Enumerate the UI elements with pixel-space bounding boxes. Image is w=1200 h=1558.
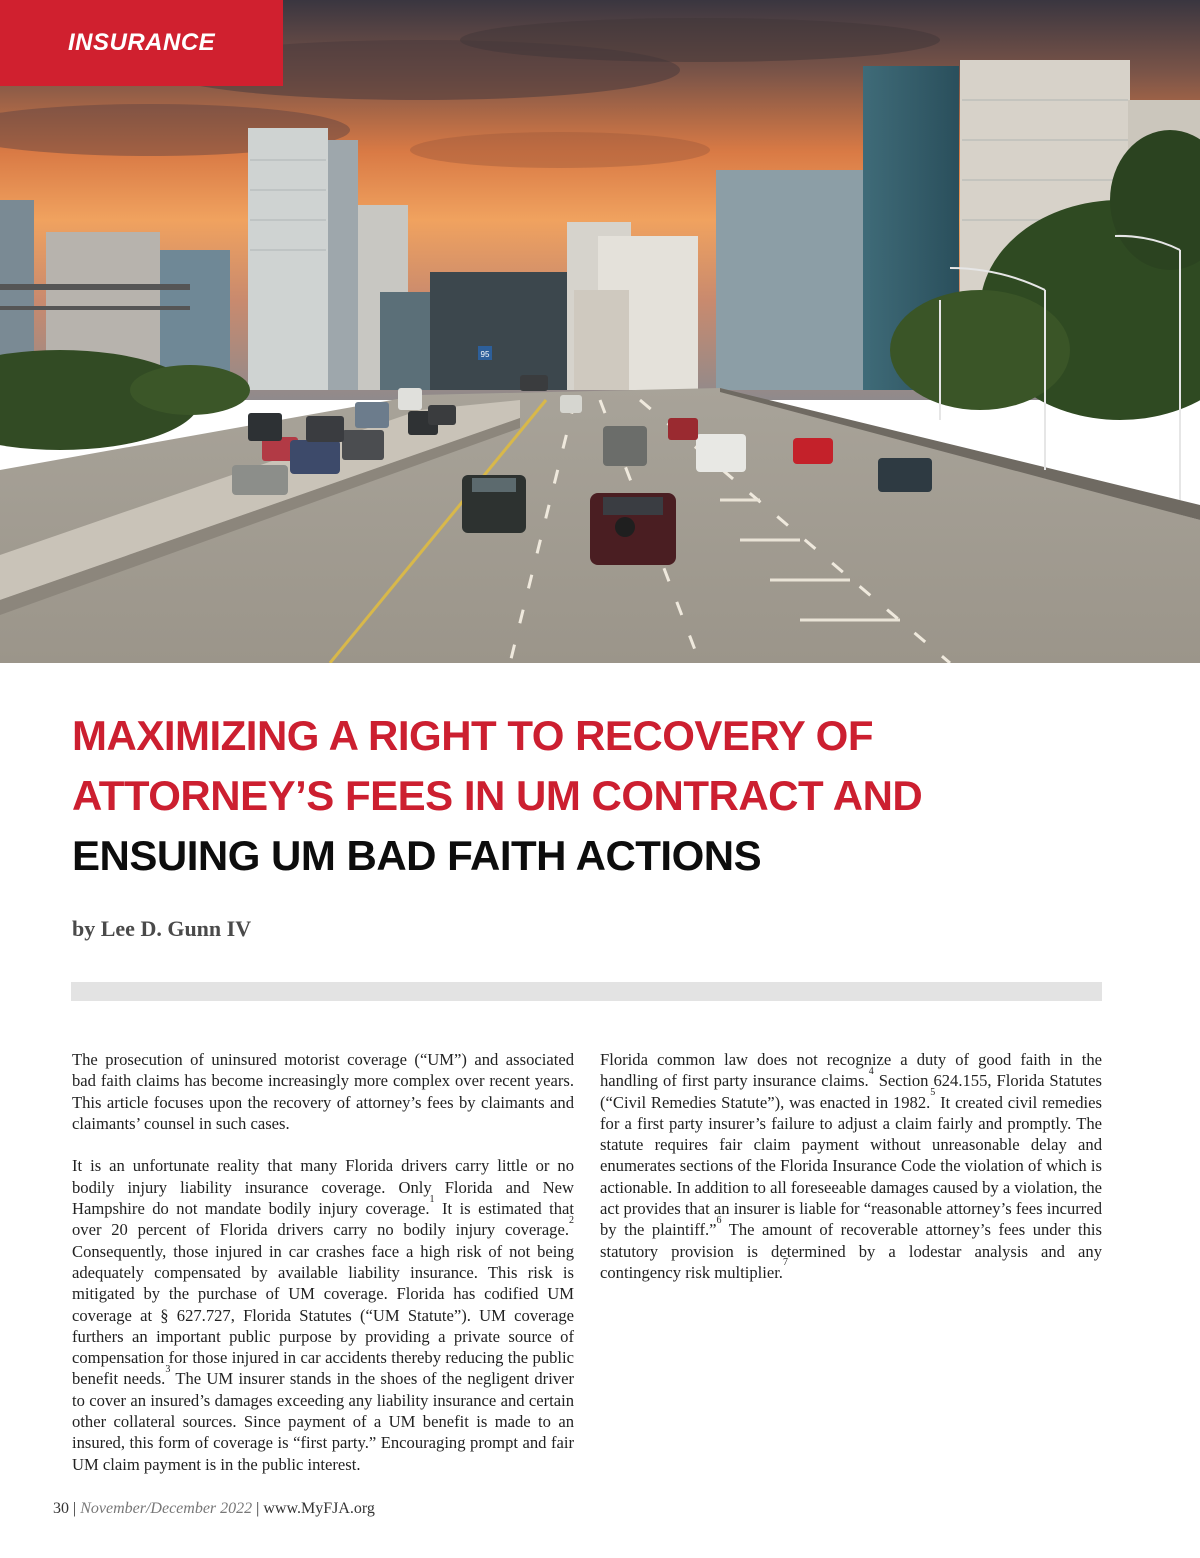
highway-skyline-illustration [0,0,1200,663]
issue-date: November/December 2022 [80,1500,253,1517]
paragraph-text: Florida common law does not recognize a duty of good faith in the handling of first party insurance claims. [600,1050,1102,1091]
title-line-2: ATTORNEY’S FEES IN UM CONTRACT AND [72,772,923,819]
website-link[interactable]: www.MyFJA.org [263,1500,375,1517]
footnote-ref: 5 [930,1087,936,1099]
title-line-3: ENSUING UM BAD FAITH ACTIONS [72,832,762,879]
byline: by Lee D. Gunn IV [72,916,252,941]
column-right [600,1049,1102,1283]
footnote-ref: 6 [716,1214,722,1226]
paragraph-text: Section 624.155, Florida Statutes (“Civil Remedies Statute”), was enacted in 1982. [600,1071,1102,1112]
paragraph-text: The amount of recoverable attorney’s fees under this statutory provision is determined by a lodestar analysis and any contingency risk multiplier. [600,1220,1102,1282]
paragraph-uninsured-drivers [72,1155,574,1474]
footnote-ref: 4 [868,1065,874,1077]
footer-separator: | [256,1500,260,1517]
paragraph-text: It is an unfortunate reality that many Florida drivers carry little or no bodily injury liability insurance coverage. Only Florida and New Hampshire do not mandate bodily injury coverage. [72,1156,574,1219]
paragraph-civil-remedies [600,1049,1102,1283]
footer-separator: | [73,1500,77,1517]
interstate-sign-label: 95 [480,350,490,359]
paragraph-intro-text: The prosecution of uninsured motorist coverage (“UM”) and associated bad faith claims has become increasingly more complex over recent years. This article focuses upon the recovery of attorney’s fees by claimants and claimants’ counsel in such cases. [72,1050,574,1133]
footnote-ref: 1 [429,1193,435,1205]
footnote-ref: 3 [165,1363,171,1375]
section-label: INSURANCE [68,29,216,56]
footnote-ref: 2 [569,1214,574,1226]
footnote-ref: 7 [782,1257,788,1269]
hero-image [0,0,1200,663]
section-tag [0,0,283,86]
divider-bar [71,982,1102,1001]
page-number: 30 [53,1500,69,1517]
paragraph-intro [72,1049,574,1134]
column-left [72,1049,574,1475]
paragraph-text: The UM insurer stands in the shoes of the negligent driver to cover an insured’s damages exceeding any liability insurance and certain other collateral sources. Since payment of a UM benefit is made to an insured, this form of coverage is “first party.” Encouraging prompt and fair UM claim payment is in the public interest. [72,1369,574,1474]
paragraph-text: Consequently, those injured in car crashes face a high risk of not being adequately compensated by available liability insurance. This risk is mitigated by the purchase of UM coverage. Florida has codified UM coverage at § 627.727, Florida Statutes (“UM Statute”). UM coverage furthers an important public purpose by providing a private source of compensation for those injured in car accidents thereby reducing the public benefit needs. [72,1241,574,1389]
paragraph-text: It is estimated that over 20 percent of Florida drivers carry no bodily injury coverage. [72,1199,574,1240]
paragraph-text: It created civil remedies for a first party insurer’s failure to adjust a claim fairly and promptly. The statute requires fair claim payment without unreasonable delay and enumerates sections of the Florida Insurance Code the violation of which is actionable. In addition to all foreseeable damages caused by a violation, the act provides that an insurer is liable for “reasonable attorney’s fees incurred by the plaintiff.” [600,1092,1102,1240]
title-line-1: MAXIMIZING A RIGHT TO RECOVERY OF [72,712,873,759]
article-title [72,706,1132,886]
page-footer [53,1500,375,1518]
